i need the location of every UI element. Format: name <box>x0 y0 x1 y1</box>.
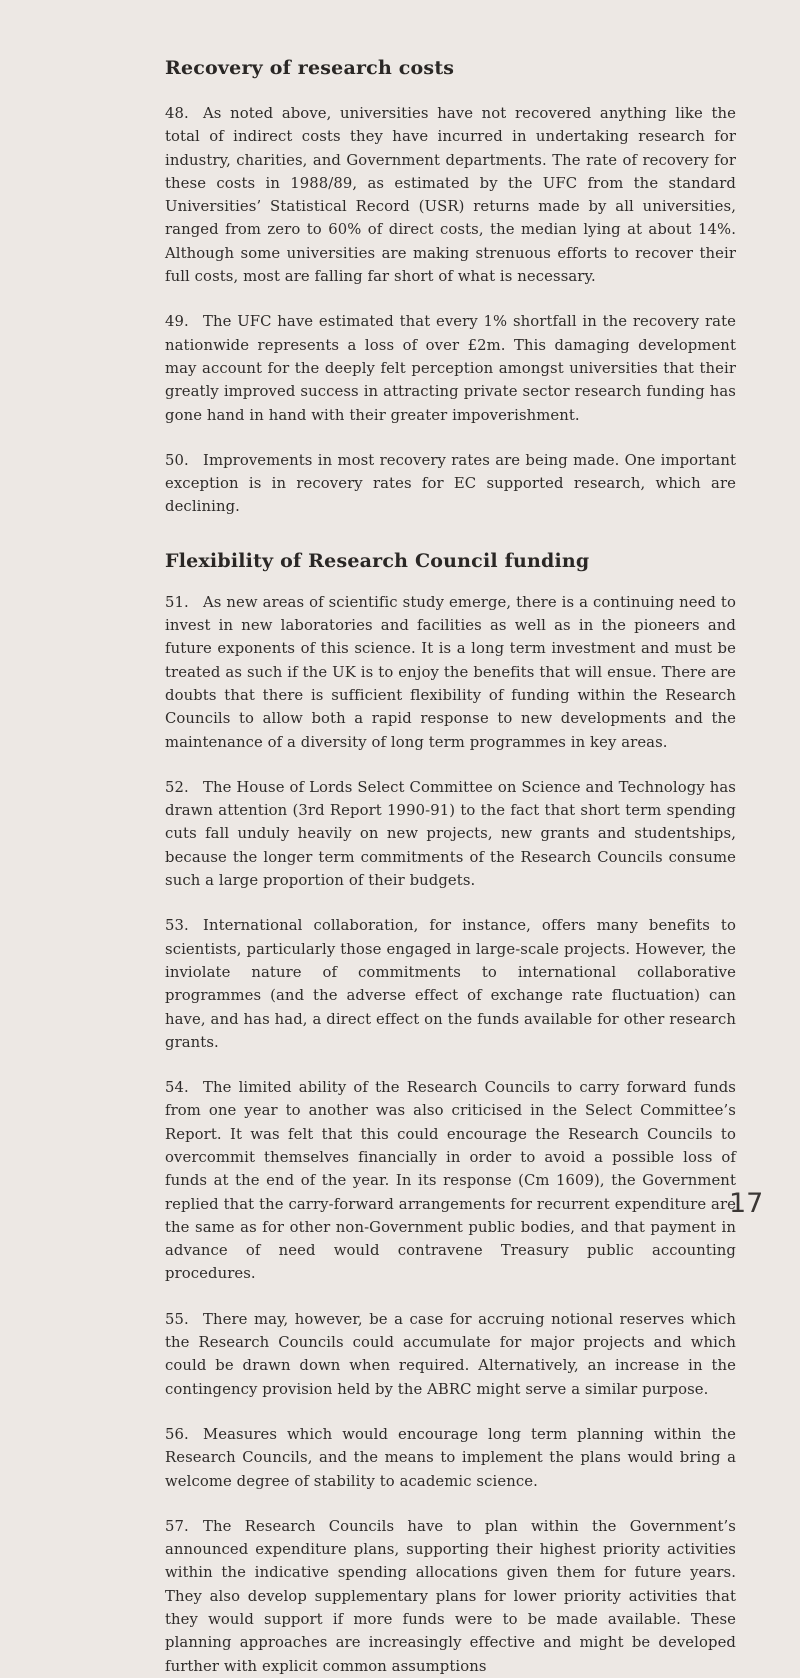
paragraph-text: The UFC have estimated that every 1% shortfall in the recovery rate nationwide represents a loss of over £2m. This damaging development may account for the deeply felt perception amongst universities that their greatly improved success in attracting private sector research funding has gone hand in hand with their greater impoverishment. <box>165 313 736 424</box>
paragraph-48 <box>165 102 736 288</box>
page-number: 17 <box>729 1188 764 1219</box>
paragraph-text: The House of Lords Select Committee on Science and Technology has drawn attention (3rd Report 1990-91) to the fact that short term spending cuts fall unduly heavily on new projects, new grants and studentships, because the longer term commitments of the Research Councils consume such a large proportion of their budgets. <box>165 778 736 890</box>
paragraph-53 <box>165 914 736 1054</box>
section-flexibility-of-research-council-funding <box>165 549 736 1678</box>
paragraph-50 <box>165 449 736 519</box>
paragraph-52 <box>165 776 736 892</box>
paragraph-number: 56. <box>165 1425 189 1443</box>
paragraph-text: Improvements in most recovery rates are being made. One important exception is in recovery rates for EC supported research, which are declining. <box>165 451 736 516</box>
paragraph-number: 49. <box>165 313 189 331</box>
paragraph-56 <box>165 1423 736 1493</box>
paragraph-number: 54. <box>165 1079 189 1097</box>
paragraph-text: The limited ability of the Research Councils to carry forward funds from one year to another was also criticised in the Select Committee’s Report. It was felt that this could encourage the Research Councils to overcommit themselves financially in order to avoid a possible loss of funds at the end of the year. In its response (Cm 1609), the Government replied that the carry-forward arrangements for recurrent expenditure are the same as for other non-Government public bodies, and that payment in advance of need would contravene Treasury public accounting procedures. <box>165 1079 736 1283</box>
paragraph-number: 53. <box>165 917 189 935</box>
paragraph-text: As noted above, universities have not recovered anything like the total of indirect costs they have incurred in undertaking research for industry, charities, and Government departments. The rate of recovery for these costs in 1988/89, as estimated by the UFC from the standard Universities’ Statistical Record (USR) returns made by all universities, ranged from zero to 60% of direct costs, the median lying at about 14%. Although some universities are making strenuous efforts to recover their full costs, most are falling far short of what is necessary. <box>165 105 736 286</box>
paragraph-text: There may, however, be a case for accruing notional reserves which the Research Councils could accumulate for major projects and which could be drawn down when required. Alternatively, an increase in the contingency provision held by the ABRC might serve a similar purpose. <box>165 1310 736 1398</box>
paragraph-text: International collaboration, for instance, offers many benefits to scientists, particularly those engaged in large-scale projects. However, the inviolate nature of commitments to international collaborative programmes (and the adverse effect of exchange rate fluctuation) can have, and has had, a direct effect on the funds available for other research grants. <box>165 917 736 1051</box>
paragraph-text: The Research Councils have to plan within the Government’s announced expenditure plans, supporting their highest priority activities within the indicative spending allocations given them for future years. They also develop supplementary plans for lower priority activities that they would support if more funds were to be made available. These planning approaches are increasingly effective and might be developed further with explicit common assumptions <box>165 1517 736 1675</box>
paragraph-text: As new areas of scientific study emerge, there is a continuing need to invest in new laboratories and facilities as well as in the pioneers and future exponents of this science. It is a long term investment and must be treated as such if the UK is to enjoy the benefits that will ensue. There are doubts that there is sufficient flexibility of funding within the Research Councils to allow both a rapid response to new developments and the maintenance of a diversity of long term programmes in key areas. <box>165 593 736 751</box>
section-heading: Flexibility of Research Council funding <box>165 549 590 572</box>
paragraph-number: 51. <box>165 593 189 611</box>
paragraph-49 <box>165 310 736 426</box>
paragraph-51 <box>165 591 736 754</box>
paragraph-57 <box>165 1515 736 1678</box>
paragraph-55 <box>165 1308 736 1401</box>
section-heading: Recovery of research costs <box>165 57 455 79</box>
paragraph-number: 55. <box>165 1310 189 1328</box>
paragraph-number: 48. <box>165 105 189 122</box>
paragraph-number: 57. <box>165 1517 189 1535</box>
paragraph-54 <box>165 1076 736 1286</box>
section-recovery-of-research-costs <box>165 56 736 519</box>
paragraph-text: Measures which would encourage long term planning within the Research Councils, and the means to implement the plans would bring a welcome degree of stability to academic science. <box>165 1425 736 1490</box>
paragraph-number: 52. <box>165 778 189 796</box>
paragraph-number: 50. <box>165 451 189 469</box>
